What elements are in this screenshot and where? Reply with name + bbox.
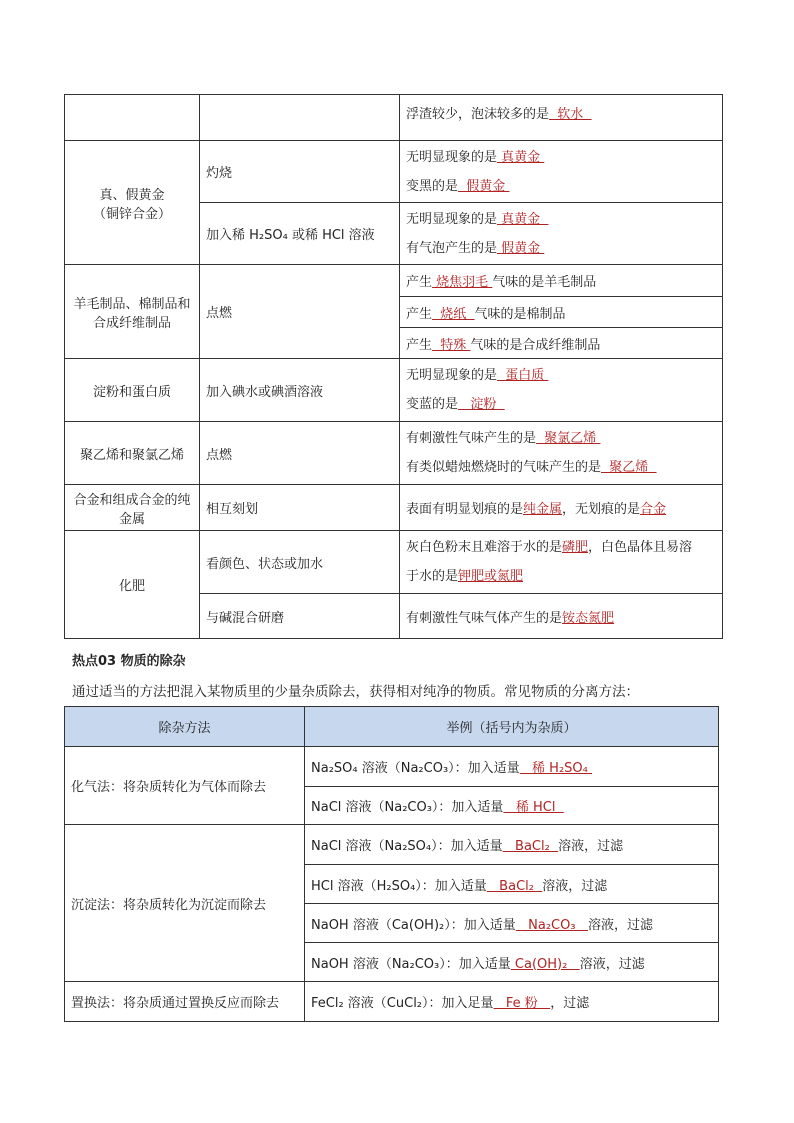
- column-header: 举例（括号内为杂质）: [305, 707, 719, 747]
- answer: 真黄金: [497, 149, 545, 165]
- example-cell: NaCl 溶液（Na₂CO₃）：加入适量 稀 HCl: [305, 787, 719, 825]
- example-cell: NaCl 溶液（Na₂SO₄）：加入适量 BaCl₂ 溶液，过滤: [305, 825, 719, 865]
- answer: 软水: [549, 107, 592, 122]
- table-row: [65, 422, 723, 485]
- answer: Fe 粉: [493, 996, 551, 1011]
- item-cell: 合金和组成合金的纯金属: [65, 485, 200, 531]
- answer: 蛋白质: [497, 368, 549, 383]
- answer: 铵态氮肥: [562, 610, 615, 626]
- answer: 特殊: [432, 337, 471, 353]
- method-cell: 加入碘水或碘酒溶液: [200, 359, 400, 422]
- item-sublabel: （铜锌合金）: [92, 206, 171, 222]
- identification-table: [64, 94, 723, 639]
- result-cell: 产生 烧焦羽毛 气味的是羊毛制品: [400, 265, 723, 297]
- item-cell: 羊毛制品、棉制品和合成纤维制品: [65, 265, 200, 359]
- example-cell: NaOH 溶液（Ca(OH)₂）：加入适量 Na₂CO₃ 溶液，过滤: [305, 904, 719, 943]
- answer: 纯金属: [523, 502, 563, 517]
- table-row: [65, 141, 723, 203]
- answer: 稀 H₂SO₄: [519, 761, 593, 776]
- result-cell: 有刺激性气味产生的是 聚氯乙烯 有类似蜡烛燃烧时的气味产生的是 聚乙烯: [400, 422, 723, 485]
- table-row: [65, 825, 719, 865]
- item-cell: 聚乙烯和聚氯乙烯: [65, 422, 200, 485]
- method-cell: 沉淀法：将杂质转化为沉淀而除去: [65, 825, 305, 982]
- column-header: 除杂方法: [65, 707, 305, 747]
- method-cell: 点燃: [200, 422, 400, 485]
- answer: 聚乙烯: [601, 460, 657, 475]
- text: 浮渣较少，泡沫较多的是: [406, 107, 550, 122]
- answer: 磷肥: [562, 540, 589, 555]
- cell: [200, 95, 400, 141]
- example-cell: HCl 溶液（H₂SO₄）：加入适量 BaCl₂ 溶液，过滤: [305, 865, 719, 904]
- method-cell: 灼烧: [200, 141, 400, 203]
- example-cell: NaOH 溶液（Na₂CO₃）：加入适量 Ca(OH)₂ 溶液，过滤: [305, 943, 719, 982]
- result-cell: 表面有明显划痕的是纯金属，无划痕的是合金: [400, 485, 723, 531]
- answer: BaCl₂: [486, 878, 543, 894]
- method-cell: 看颜色、状态或加水: [200, 531, 400, 594]
- answer: BaCl₂: [502, 839, 559, 854]
- item-cell: [65, 141, 200, 265]
- result-cell: 无明显现象的是 真黄金 有气泡产生的是 假黄金: [400, 203, 723, 265]
- method-cell: 点燃: [200, 265, 400, 359]
- method-cell: 置换法：将杂质通过置换反应而除去: [65, 982, 305, 1022]
- answer: 假黄金: [458, 178, 510, 194]
- header-row: [65, 707, 719, 747]
- answer: Ca(OH)₂: [510, 956, 580, 972]
- example-cell: FeCl₂ 溶液（CuCl₂）：加入足量 Fe 粉 ，过滤: [305, 982, 719, 1022]
- section-heading: 热点03 物质的除杂: [72, 654, 186, 669]
- cell: [400, 95, 723, 141]
- answer: 聚氯乙烯: [536, 431, 601, 446]
- table-row: [65, 747, 719, 787]
- answer: Na₂CO₃: [515, 917, 588, 933]
- answer: 合金: [640, 502, 667, 517]
- method-cell: 相互刻划: [200, 485, 400, 531]
- method-cell: 与碱混合研磨: [200, 594, 400, 639]
- answer: 淀粉: [458, 397, 505, 412]
- impurity-removal-table: [64, 706, 719, 1022]
- answer: 烧纸: [432, 306, 475, 322]
- result-cell: 无明显现象的是 真黄金 变黑的是 假黄金: [400, 141, 723, 203]
- item-cell: 化肥: [65, 531, 200, 639]
- method-cell: 化气法：将杂质转化为气体而除去: [65, 747, 305, 825]
- answer: 烧焦羽毛: [432, 275, 493, 290]
- cell: [65, 95, 200, 141]
- method-cell: 加入稀 H₂SO₄ 或稀 HCl 溶液: [200, 203, 400, 265]
- table-row: [65, 95, 723, 141]
- table-row: [65, 359, 723, 422]
- intro-text: 通过适当的方法把混入某物质里的少量杂质除去，获得相对纯净的物质。常见物质的分离方法：: [72, 684, 639, 700]
- result-cell: 产生 烧纸 气味的是棉制品: [400, 297, 723, 328]
- result-cell: 产生 特殊 气味的是合成纤维制品: [400, 328, 723, 359]
- table-row: [65, 265, 723, 297]
- result-cell: 无明显现象的是 蛋白质 变蓝的是 淀粉: [400, 359, 723, 422]
- answer: 钾肥或氮肥: [458, 569, 524, 584]
- result-cell: 灰白色粉末且难溶于水的是磷肥，白色晶体且易溶 于水的是钾肥或氮肥: [400, 531, 723, 594]
- item-label: 真、假黄金: [99, 187, 165, 203]
- answer: 真黄金: [497, 211, 549, 227]
- table-row: [65, 982, 719, 1022]
- example-cell: Na₂SO₄ 溶液（Na₂CO₃）：加入适量 稀 H₂SO₄: [305, 747, 719, 787]
- answer: 假黄金: [497, 240, 545, 256]
- table-row: [65, 485, 723, 531]
- table-row: [65, 531, 723, 594]
- result-cell: 有刺激性气味气体产生的是铵态氮肥: [400, 594, 723, 639]
- item-cell: 淀粉和蛋白质: [65, 359, 200, 422]
- answer: 稀 HCl: [503, 800, 564, 815]
